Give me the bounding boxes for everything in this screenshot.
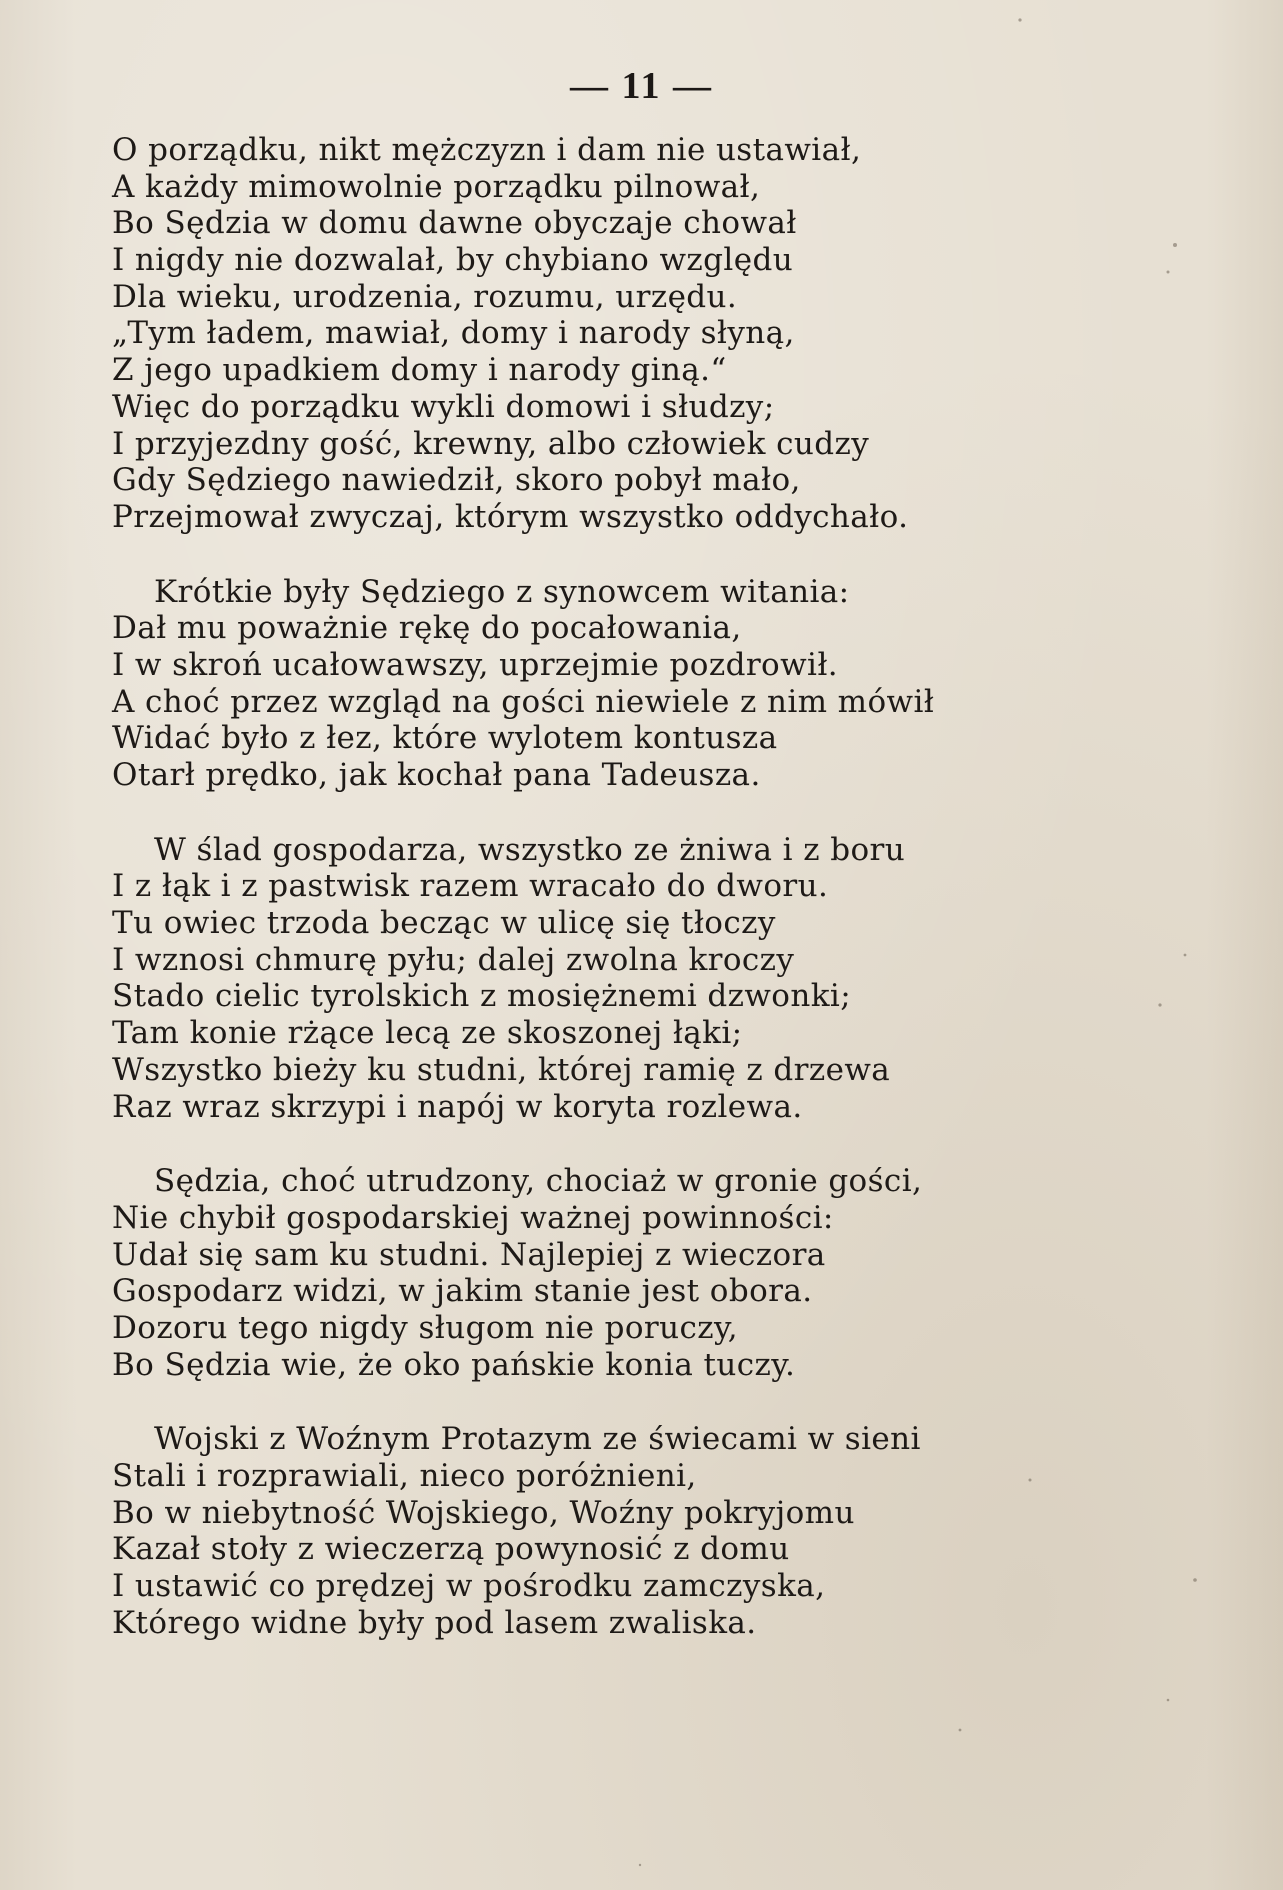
verse-line: Bo w niebytność Wojskiego, Woźny pokryjomu [112,1494,855,1531]
verse-line: I w skroń ucałowawszy, uprzejmie pozdrowił. [112,646,839,683]
verse-line: Przejmował zwyczaj, którym wszystko oddychało. [112,498,909,535]
stanza-1 [112,132,1112,536]
verse-line: Raz wraz skrzypi i napój w koryta rozlewa. [112,1088,803,1125]
verse-line: Dał mu poważnie rękę do pocałowania, [112,610,742,647]
verse-line: Udał się sam ku studni. Najlepiej z wieczora [112,1236,826,1273]
verse-line: O porządku, nikt mężczyzn i dam nie ustawiał, [112,132,862,168]
verse-line: Krótkie były Sędziego z synowcem witania: [154,573,850,610]
verse-line: A każdy mimowolnie porządku pilnował, [112,168,761,205]
verse-line: Stali i rozprawiali, nieco poróżnieni, [112,1458,697,1494]
verse-line: Dozoru tego nigdy sługom nie poruczy, [112,1309,739,1346]
verse-line: Wszystko bieży ku studni, której ramię z drzewa [112,1051,891,1088]
stanza-3 [112,832,1112,1126]
verse-line: „Tym ładem, mawiał, domy i narody słyną, [112,315,795,352]
stanza-2 [112,574,1112,794]
verse-line: Otarł prędko, jak kochał pana Tadeusza. [112,757,761,793]
verse-line: Więc do porządku wykli domowi i słudzy; [112,388,775,425]
verse-line: Tam konie rżące lecą ze skoszonej łąki; [112,1015,743,1052]
verse-line: Którego widne były pod lasem zwaliska. [112,1604,757,1641]
verse-line: Wojski z Woźnym Protazym ze świecami w sieni [154,1421,921,1458]
verse-line: Stado cielic tyrolskich z mosiężnemi dzwonki; [112,978,852,1015]
verse-line: A choć przez wzgląd na gości niewiele z nim mówił [112,683,935,720]
verse-line: Z jego upadkiem domy i narody giną.“ [112,352,727,389]
verse-line: I nigdy nie dozwalał, by chybiano względu [112,242,794,279]
verse-line: Gospodarz widzi, w jakim stanie jest obora. [112,1273,813,1310]
verse-line: Bo Sędzia w domu dawne obyczaje chował [112,205,797,242]
verse-line: Sędzia, choć utrudzony, chociaż w gronie gości, [154,1163,923,1200]
verse-line: Gdy Sędziego nawiedził, skoro pobył mało, [112,462,801,499]
verse-line: I ustawić co prędzej w pośrodku zamczyska, [112,1568,826,1605]
verse-line: Nie chybił gospodarskiej ważnej powinności: [112,1199,834,1236]
verse-line: Dla wieku, urodzenia, rozumu, urzędu. [112,278,738,315]
verse-line: Bo Sędzia wie, że oko pańskie konia tuczy. [112,1346,796,1383]
stanza-4 [112,1163,1112,1383]
verse-line: I wznosi chmurę pyłu; dalej zwolna kroczy [112,941,795,978]
verse-line: Tu owiec trzoda becząc w ulicę się tłoczy [112,905,776,942]
verse-line: I z łąk i z pastwisk razem wracało do dworu. [112,868,829,905]
verse-line: I przyjezdny gość, krewny, albo człowiek cudzy [112,425,870,462]
verse-line: Kazał stoły z wieczerzą powynosić z domu [112,1531,790,1568]
verse-line: Widać było z łez, które wylotem kontusza [112,720,778,757]
poem-text [112,132,1112,1641]
verse-line: W ślad gospodarza, wszystko ze żniwa i z boru [154,831,906,868]
page-number: — 11 — [570,65,713,107]
stanza-5 [112,1421,1112,1641]
